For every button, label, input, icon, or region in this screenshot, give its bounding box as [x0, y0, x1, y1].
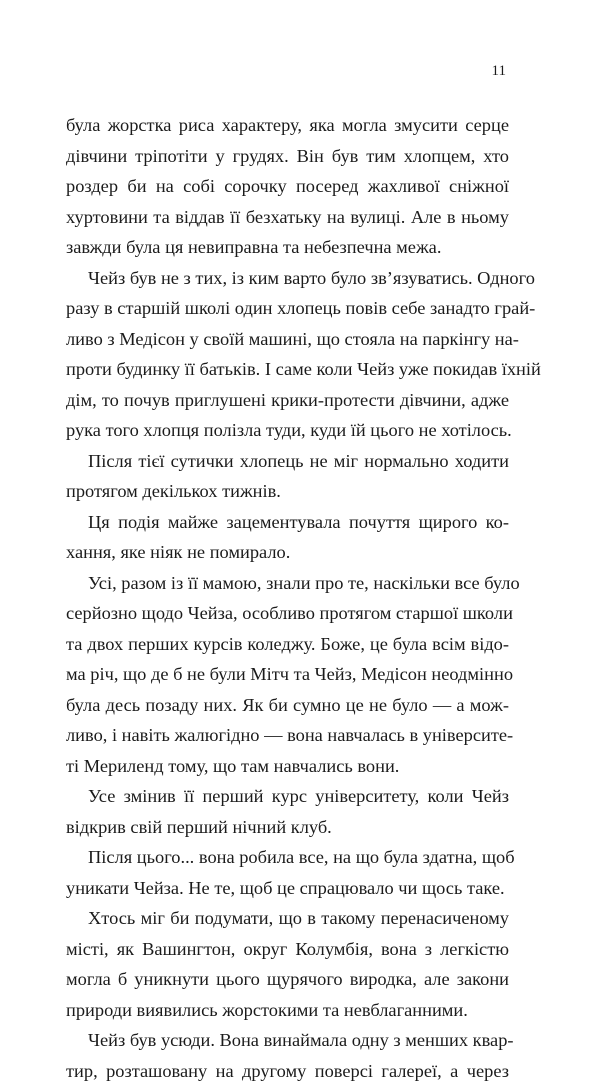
text-line: Після цього... вона робила все, на що була здатна, щоб: [66, 842, 509, 873]
text-line: дім, то почув приглушені крики-протести дівчини, адже: [66, 385, 509, 416]
page-number: 11: [492, 62, 506, 80]
paragraph: [66, 781, 509, 842]
paragraph: [66, 446, 509, 507]
text-line: Усі, разом із її мамою, знали про те, наскільки все було: [66, 568, 509, 599]
text-line: була жорстка риса характеру, яка могла змусити серце: [66, 110, 509, 141]
text-line: Ця подія майже зацементувала почуття щирого ко-: [66, 507, 509, 538]
text-line: природи виявились жорстокими та невблаганними.: [66, 995, 509, 1026]
text-line: ливо, і навіть жалюгідно — вона навчалась в університе-: [66, 720, 509, 751]
text-line: роздер би на собі сорочку посеред жахливої сніжної: [66, 171, 509, 202]
text-line: серйозно щодо Чейза, особливо протягом старшої школи: [66, 598, 509, 629]
text-line: уникати Чейза. Не те, щоб це спрацювало чи щось таке.: [66, 873, 509, 904]
text-line: Чейз був не з тих, із ким варто було зв’язуватись. Одного: [66, 263, 509, 294]
text-line: Усе змінив її перший курс університету, коли Чейз: [66, 781, 509, 812]
text-line: разу в старшій школі один хлопець повів себе занадто грай-: [66, 293, 509, 324]
text-line: хуртовини та віддав її безхатьку на вулиці. Але в ньому: [66, 202, 509, 233]
text-line: ма річ, що де б не були Мітч та Чейз, Медісон неодмінно: [66, 659, 509, 690]
text-line: тир, розташовану на другому поверсі галереї, а через: [66, 1056, 509, 1086]
text-line: Чейз був усюди. Вона винаймала одну з менших квар-: [66, 1025, 509, 1056]
text-line: відкрив свій перший нічний клуб.: [66, 812, 509, 843]
text-line: Хтось міг би подумати, що в такому перенасиченому: [66, 903, 509, 934]
body-text: [66, 110, 509, 1086]
text-line: протягом декількох тижнів.: [66, 476, 509, 507]
text-line: могла б уникнути цього щурячого виродка, але закони: [66, 964, 509, 995]
text-line: рука того хлопця полізла туди, куди їй цього не хотілось.: [66, 415, 509, 446]
paragraph: [66, 568, 509, 782]
text-line: проти будинку її батьків. І саме коли Чейз уже покидав їхній: [66, 354, 509, 385]
paragraph: [66, 507, 509, 568]
paragraph: [66, 842, 509, 903]
paragraph: [66, 903, 509, 1025]
paragraph: [66, 1025, 509, 1086]
text-line: ті Мериленд тому, що там навчались вони.: [66, 751, 509, 782]
text-line: завжди була ця невиправна та небезпечна межа.: [66, 232, 509, 263]
text-line: хання, яке ніяк не помирало.: [66, 537, 509, 568]
paragraph: [66, 110, 509, 263]
text-line: ливо з Медісон у своїй машині, що стояла на паркінгу на-: [66, 324, 509, 355]
text-line: дівчини тріпотіти у грудях. Він був тим хлопцем, хто: [66, 141, 509, 172]
paragraph: [66, 263, 509, 446]
text-line: була десь позаду них. Як би сумно це не було — а мож-: [66, 690, 509, 721]
text-line: місті, як Вашингтон, округ Колумбія, вона з легкістю: [66, 934, 509, 965]
text-line: Після тієї сутички хлопець не міг нормально ходити: [66, 446, 509, 477]
text-line: та двох перших курсів коледжу. Боже, це була всім відо-: [66, 629, 509, 660]
